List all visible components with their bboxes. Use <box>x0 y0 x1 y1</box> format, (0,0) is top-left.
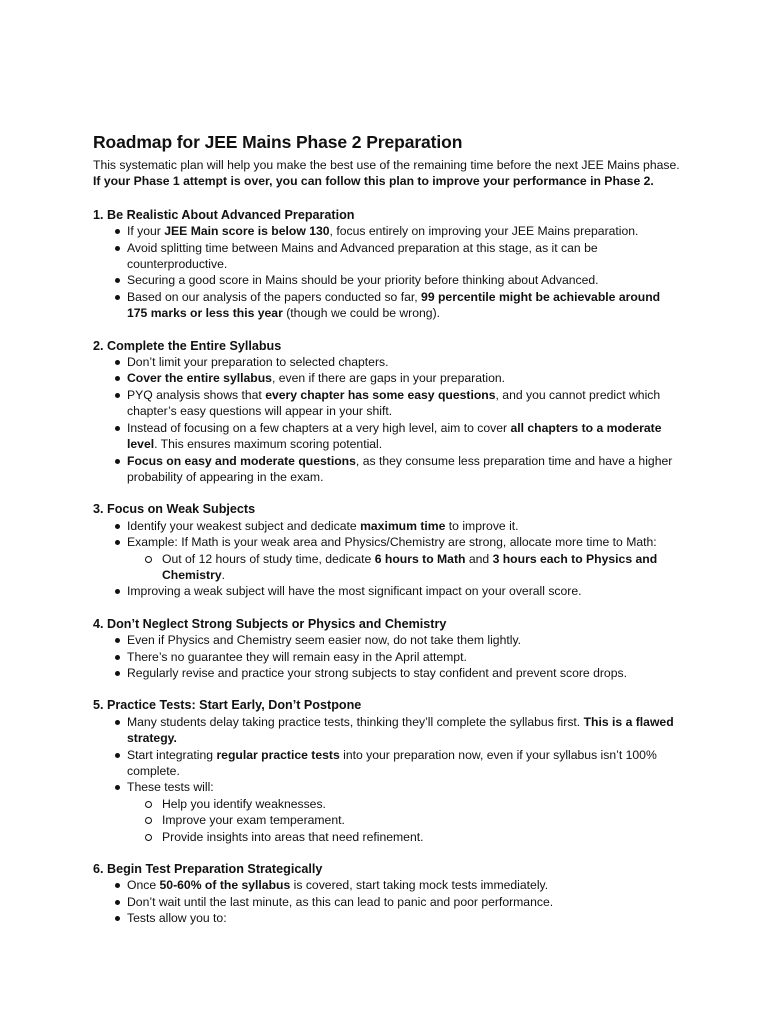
intro-bold-text: If your Phase 1 attempt is over, you can follow this plan to improve your performance in Phase 2. <box>93 174 654 189</box>
text-run: , and you cannot predict which chapter’s easy questions will appear in your shift. <box>127 387 661 419</box>
list-item <box>93 387 683 420</box>
bold-text: JEE Main score is below 130 <box>164 224 330 239</box>
list-item <box>93 779 683 845</box>
list-item <box>93 453 683 486</box>
bold-text: all chapters to a moderate level <box>127 420 662 452</box>
text-run: Improve your exam temperament. <box>162 813 345 828</box>
text-run: Avoid splitting time between Mains and Advanced preparation at this stage, as it can be counterproductive. <box>127 240 598 272</box>
list-item <box>93 910 683 926</box>
bullet-list <box>93 877 683 926</box>
bold-text: 50-60% of the syllabus <box>159 878 291 893</box>
bold-text: 3 hours each to Physics and Chemistry <box>162 551 658 582</box>
bold-text: maximum time <box>360 518 446 533</box>
text-run: Don’t limit your preparation to selected chapters. <box>127 355 389 370</box>
text-run: , focus entirely on improving your JEE Mains preparation. <box>329 224 639 239</box>
text-run: , as they consume less preparation time and have a higher probability of appearing in the exam. <box>127 453 673 484</box>
bold-text: Focus on easy and moderate questions <box>127 453 356 468</box>
list-item <box>93 714 683 747</box>
list-item <box>93 649 683 665</box>
section-heading: 4. Don’t Neglect Strong Subjects or Physics and Chemistry <box>93 616 447 631</box>
text-run: There’s no guarantee they will remain easy in the April attempt. <box>127 649 467 664</box>
text-run: , even if there are gaps in your preparation. <box>271 371 506 386</box>
list-item <box>93 370 683 386</box>
bullet-list <box>93 354 683 485</box>
document-title: Roadmap for JEE Mains Phase 2 Preparation <box>93 132 463 152</box>
text-run: Improving a weak subject will have the most significant impact on your overall score. <box>127 584 582 599</box>
section-heading: 6. Begin Test Preparation Strategically <box>93 862 323 877</box>
sub-list-item <box>93 812 683 828</box>
list-item <box>93 420 683 453</box>
list-item <box>93 877 683 893</box>
list-item <box>93 665 683 681</box>
list-item <box>93 289 683 322</box>
bullet-list <box>93 714 683 845</box>
section-heading: 3. Focus on Weak Subjects <box>93 502 256 517</box>
text-run: Out of 12 hours of study time, dedicate <box>162 551 375 566</box>
bold-text: 6 hours to Math <box>374 551 466 566</box>
section-6 <box>93 861 683 927</box>
text-run: Once <box>127 878 160 893</box>
sub-list-item <box>93 551 683 584</box>
section-heading: 1. Be Realistic About Advanced Preparation <box>93 207 355 222</box>
section-heading: 5. Practice Tests: Start Early, Don’t Postpone <box>93 698 362 713</box>
text-run: PYQ analysis shows that <box>127 387 266 402</box>
section-5 <box>93 697 683 845</box>
bullet-list <box>93 632 683 681</box>
text-run: Provide insights into areas that need refinement. <box>162 829 424 844</box>
text-run: Tests allow you to: <box>127 911 227 926</box>
sub-list-item <box>93 796 683 812</box>
bold-text: 99 percentile might be achievable around 175 marks or less this year <box>127 289 661 321</box>
list-item <box>93 747 683 780</box>
list-item <box>93 354 683 370</box>
section-3 <box>93 501 683 599</box>
list-item <box>93 223 683 239</box>
text-run: Identify your weakest subject and dedicate <box>127 518 361 533</box>
section-2 <box>93 338 683 486</box>
list-item <box>93 272 683 288</box>
text-run: and <box>465 551 493 566</box>
list-item <box>93 240 683 273</box>
text-run: . This ensures maximum scoring potential. <box>154 437 383 452</box>
text-run: . <box>221 567 225 582</box>
section-heading: 2. Complete the Entire Syllabus <box>93 338 282 353</box>
text-run: is covered, start taking mock tests immediately. <box>290 878 549 893</box>
list-item <box>93 632 683 648</box>
text-run: Start integrating <box>127 747 217 762</box>
bold-text: regular practice tests <box>216 747 340 762</box>
text-run: (though we could be wrong). <box>282 306 441 321</box>
text-run: These tests will: <box>127 780 214 795</box>
list-item <box>93 894 683 910</box>
sub-list-item <box>93 829 683 845</box>
bold-text: every chapter has some easy questions <box>265 387 496 402</box>
text-run: to improve it. <box>445 518 519 533</box>
bold-text: Cover the entire syllabus <box>127 371 272 386</box>
list-item <box>93 534 683 583</box>
sections-container <box>93 207 683 927</box>
list-item <box>93 583 683 599</box>
intro-text: This systematic plan will help you make the best use of the remaining time before the next JEE Mains phase. <box>93 158 680 172</box>
sub-bullet-list <box>127 796 683 845</box>
bullet-list <box>93 223 683 321</box>
bullet-list <box>93 518 683 600</box>
text-run: Help you identify weaknesses. <box>162 796 326 811</box>
text-run: into your preparation now, even if your syllabus isn’t 100% complete. <box>127 747 657 778</box>
text-run: Securing a good score in Mains should be your priority before thinking about Advanced. <box>127 273 599 288</box>
section-4 <box>93 616 683 682</box>
text-run: Regularly revise and practice your strong subjects to stay confident and prevent score drops. <box>127 665 627 680</box>
list-item <box>93 518 683 534</box>
text-run: Don’t wait until the last minute, as this can lead to panic and poor performance. <box>127 894 554 909</box>
text-run: Many students delay taking practice tests, thinking they’ll complete the syllabus first. <box>127 714 584 729</box>
section-1 <box>93 207 683 322</box>
text-run: Even if Physics and Chemistry seem easier now, do not take them lightly. <box>127 633 522 648</box>
bold-text: This is a flawed strategy. <box>127 714 674 746</box>
document-page <box>93 131 683 943</box>
text-run: Example: If Math is your weak area and Physics/Chemistry are strong, allocate more time to Math: <box>127 535 657 550</box>
intro-paragraph <box>93 157 683 190</box>
text-run: If your <box>127 224 165 239</box>
sub-bullet-list <box>127 551 683 584</box>
text-run: Based on our analysis of the papers conducted so far, <box>127 289 422 304</box>
text-run: Instead of focusing on a few chapters at a very high level, aim to cover <box>127 420 511 435</box>
